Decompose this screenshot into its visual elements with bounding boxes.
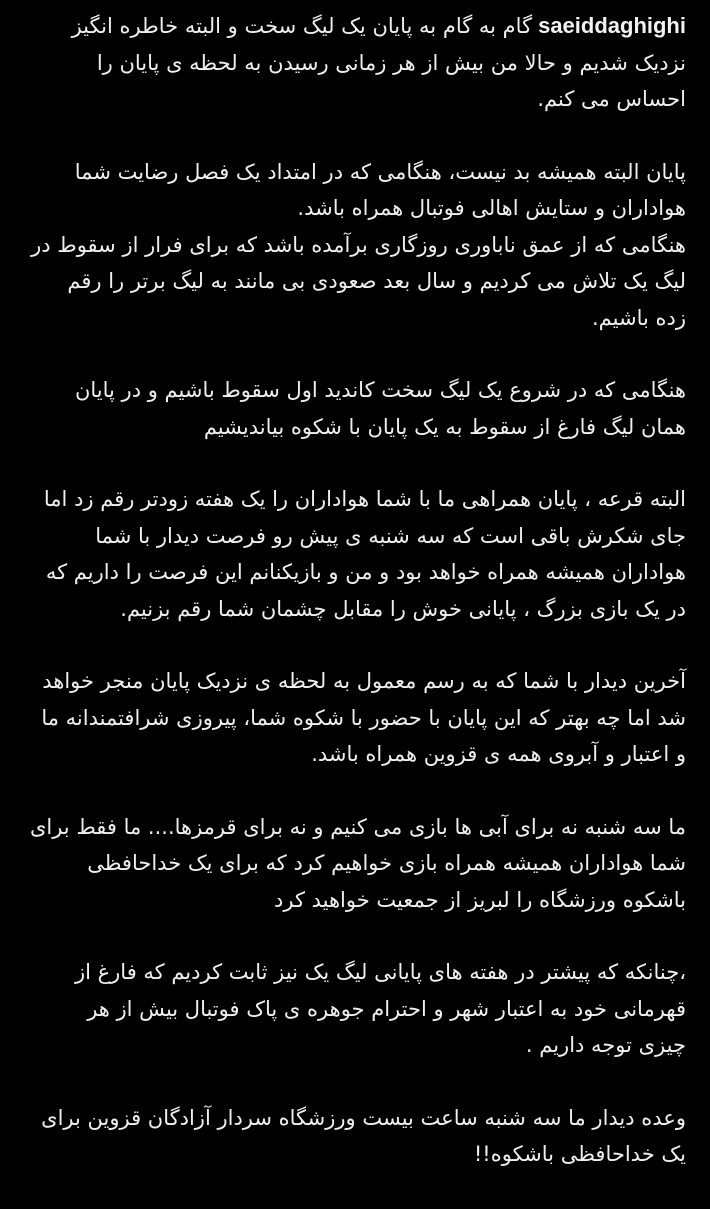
caption-line: هنگامی که در شروع یک لیگ سخت کاندید اول سقوط باشیم و در پایان <box>74 378 686 402</box>
caption-line: چیزی توجه داریم . <box>525 1033 686 1057</box>
caption-paragraph-2 <box>14 154 686 337</box>
caption-line: البته قرعه ، پایان همراهی ما با شما هواداران را یک هفته زودتر رقم زد اما <box>43 487 686 511</box>
caption-paragraph-1 <box>14 8 686 118</box>
caption-line: ما سه شنبه نه برای آبی ها بازی می کنیم و نه برای قرمزها.... ما فقط برای <box>29 814 686 839</box>
caption-line: همان لیگ فارغ از سقوط به یک پایان با شکوه بیاندیشیم <box>203 414 686 439</box>
caption-line: جای شکرش باقی است که سه شنبه ی پیش رو فرصت دیدار با شما <box>95 523 686 548</box>
username-link[interactable]: saeiddaghighi <box>538 13 686 38</box>
caption-line: آخرین دیدار با شما که به رسم معمول به لحظه ی نزدیک پایان منجر خواهد <box>42 669 686 693</box>
caption-paragraph-8 <box>14 1100 686 1173</box>
caption-paragraph-3 <box>14 372 686 445</box>
caption-line: شد اما چه بهتر که این پایان با حضور با شکوه شما، پیروزی شرافتمندانه ما <box>41 705 686 730</box>
caption-line: قهرمانی خود به اعتبار شهر و احترام جوهره ی پاک فوتبال بیش از هر <box>87 996 686 1021</box>
caption-line: نزدیک شدیم و حالا من بیش از هر زمانی رسیدن به لحظه ی پایان را <box>96 50 686 75</box>
caption-line: وعده دیدار ما سه شنبه ساعت بیست ورزشگاه سردار آزادگان قزوین برای <box>41 1105 686 1130</box>
caption-line: ،چنانکه که پیشتر در هفته های پایانی لیگ یک نیز ثابت کردیم که فارغ از <box>74 960 686 984</box>
caption-line: هنگامی که از عمق ناباوری روزگاری برآمده باشد که برای فرار از سقوط در <box>31 232 686 257</box>
caption-paragraph-5 <box>14 663 686 773</box>
caption-line: یک خداحافظی باشکوه!! <box>473 1142 686 1166</box>
caption-line: هواداران و ستایش اهالی فوتبال همراه باشد. <box>297 196 686 220</box>
caption-paragraph-6 <box>14 809 686 919</box>
post-caption <box>14 8 686 1209</box>
caption-line: باشکوه ورزشگاه را لبریز از جمعیت خواهید کرد <box>274 887 686 912</box>
caption-line: و اعتبار و آبروی همه ی قزوین همراه باشد. <box>311 742 686 766</box>
caption-line: در یک بازی بزرگ ، پایانی خوش را مقابل چشمان شما رقم بزنیم. <box>120 596 686 621</box>
caption-line-text: گام به گام به پایان یک لیگ سخت و البته خاطره انگیز <box>71 14 533 38</box>
caption-line: پایان البته همیشه بد نیست، هنگامی که در امتداد یک فصل رضایت شما <box>74 159 686 184</box>
caption-line <box>14 8 686 45</box>
caption-line: زده باشیم. <box>592 305 686 330</box>
caption-line: هواداران همیشه همراه خواهد بود و من و بازیکنانم این فرصت را داریم که <box>45 560 686 584</box>
caption-line: لیگ یک تلاش می کردیم و سال بعد صعودی بی مانند به لیگ برتر را رقم <box>67 269 686 293</box>
caption-line: شما هواداران همیشه همراه بازی خواهیم کرد که برای یک خداحافظی <box>87 851 686 875</box>
caption-line: احساس می کنم. <box>537 87 686 111</box>
caption-paragraph-7 <box>14 954 686 1064</box>
caption-paragraph-4 <box>14 481 686 627</box>
